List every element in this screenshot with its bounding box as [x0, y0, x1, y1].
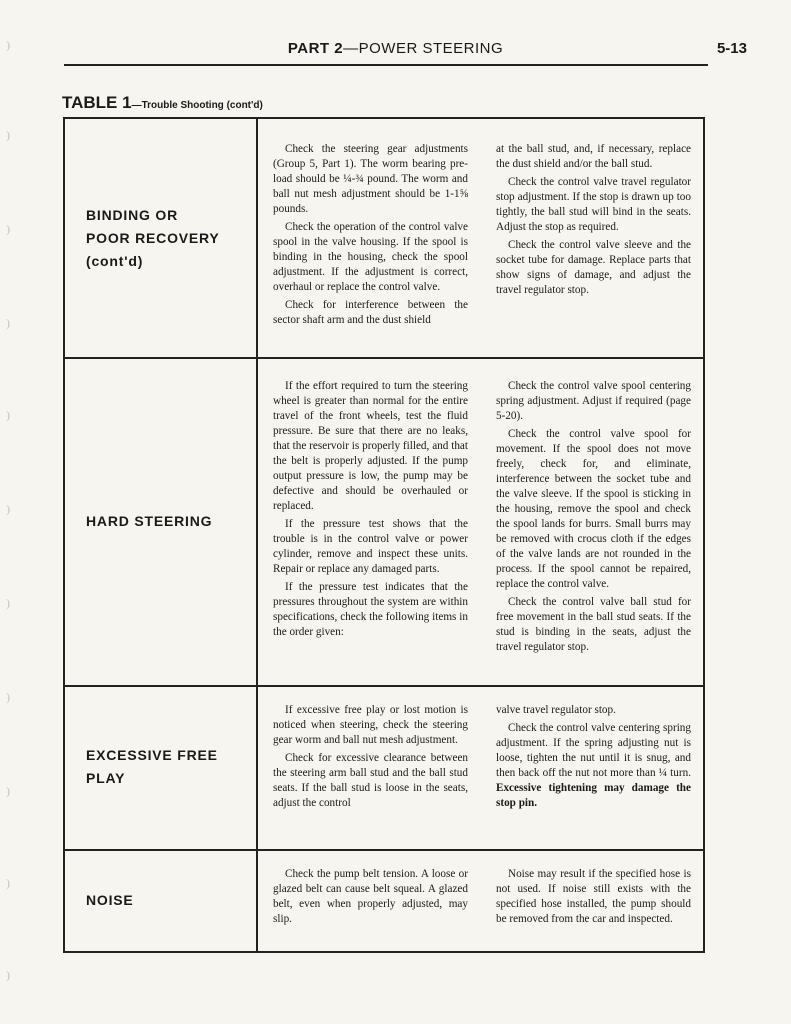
remedy-paragraph: Check the control valve sleeve and the socket tube for damage. Replace parts that show signs of damage, and adjust the travel regulator stop.: [496, 239, 691, 296]
table-row-noise: [65, 849, 703, 951]
symptom-label: HARD STEERING: [86, 512, 213, 529]
table-number: TABLE 1: [62, 93, 132, 112]
section-title: —POWER STEERING: [343, 40, 504, 57]
remedy-column-right: [496, 867, 691, 930]
table-row-binding: [65, 119, 703, 359]
symptom-label: EXCESSIVE FREE PLAY: [86, 747, 218, 786]
part-label: PART 2: [287, 40, 344, 57]
remedy-paragraph: Check the pump belt tension. A loose or glazed belt can cause belt squeal. A glazed belt, even when properly adjusted, may slip.: [273, 868, 468, 925]
remedy-paragraph: If the pressure test indicates that the pressures throughout the system are within specifications, check the following items in the order given:: [273, 581, 468, 638]
remedy-column-left: [273, 703, 468, 814]
table-row-hard-steering: [65, 357, 703, 687]
remedy-paragraph: Check for interference between the sector shaft arm and the dust shield: [273, 299, 468, 326]
remedy-paragraph: If excessive free play or lost motion is noticed when steering, check the steering gear worm and ball nut mesh adjustment.: [273, 704, 468, 746]
page-header-title: [0, 40, 791, 57]
symptom-label: BINDING OR POOR RECOVERY (cont'd): [86, 206, 220, 269]
margin-mark: ): [6, 128, 10, 142]
symptom-label: NOISE: [86, 891, 134, 908]
remedy-paragraph: Check the control valve spool centering spring adjustment. Adjust if required (page 5-20).: [496, 380, 691, 422]
remedy-column-left: [273, 867, 468, 930]
remedy-paragraph: Noise may result if the specified hose is not used. If noise still exists with the specified hose installed, the pump should be removed from the car and inspected.: [496, 868, 691, 925]
page-number: 5-13: [716, 40, 747, 57]
margin-mark: ): [6, 222, 10, 236]
margin-mark: ): [6, 316, 10, 330]
remedy-column-right: [496, 379, 691, 658]
margin-mark: ): [6, 784, 10, 798]
margin-mark: ): [6, 502, 10, 516]
remedy-column-left: [273, 142, 468, 331]
remedy-paragraph: Check the control valve spool for movement. If the spool does not move freely, check for, and eliminate, interference between the socket tube and the valve sleeve. If the spool is sticking in the housing, remove the spool and check the spool lands for burrs. Small burrs may be removed with crocus cloth if the edges of the valve lands are not rounded in the process. If the spool cannot be repaired, replace the control valve.: [496, 428, 691, 590]
symptom-cell: [65, 849, 258, 951]
remedy-paragraph: at the ball stud, and, if necessary, replace the dust shield and/or the ball stud.: [496, 143, 691, 170]
remedy-column-right: [496, 703, 691, 814]
remedy-column-left: [273, 379, 468, 643]
table-title: [62, 93, 263, 113]
remedy-text: Check the control valve centering spring adjustment. If the spring adjusting nut is loose, tighten the nut until it is snug, and then back off the nut not more than ¼ turn.: [496, 722, 691, 779]
trouble-shooting-table: [63, 117, 705, 953]
margin-mark: ): [6, 968, 10, 982]
remedy-paragraph: Check the operation of the control valve spool in the valve housing. If the spool is binding in the housing, check the spool adjustment. If the adjustment is correct, overhaul or replace the control valve.: [273, 221, 468, 293]
remedy-paragraph: [496, 721, 691, 811]
margin-mark: ): [6, 408, 10, 422]
table-row-excessive-free-play: [65, 685, 703, 851]
margin-mark: ): [6, 596, 10, 610]
warning-text: Excessive tightening may damage the stop pin.: [496, 782, 691, 809]
remedy-paragraph: Check the control valve ball stud for free movement in the ball stud seats. If the stud is binding in the seats, adjust the travel regulator stop.: [496, 596, 691, 653]
margin-mark: ): [6, 876, 10, 890]
remedy-paragraph: Check for excessive clearance between the steering arm ball stud and the ball stud seats. If the ball stud is loose in the seats, adjust the control: [273, 752, 468, 809]
remedy-paragraph: If the pressure test shows that the trouble is in the control valve or power cylinder, remove and inspect these units. Repair or replace any damaged parts.: [273, 518, 468, 575]
symptom-cell: [65, 119, 258, 357]
header-rule: [64, 64, 708, 66]
remedy-paragraph: Check the steering gear adjustments (Group 5, Part 1). The worm bearing pre-load should be ¼-¾ pound. The worm and ball nut mesh adjustment should be 1-1⅝ pounds.: [273, 143, 468, 215]
margin-mark: ): [6, 38, 10, 52]
remedy-paragraph: If the effort required to turn the steering wheel is greater than normal for the entire travel of the front wheels, test the fluid pressure. Be sure that there are no leaks, that the reservoir is properly filled, and that the belt is properly adjusted. If the pump output pressure is low, the pump may be defective and should be overhauled or replaced.: [273, 380, 468, 512]
remedy-paragraph: Check the control valve travel regulator stop adjustment. If the stop is drawn up too tightly, the ball stud will bind in the seats. Adjust the stop as required.: [496, 176, 691, 233]
remedy-paragraph: valve travel regulator stop.: [496, 704, 616, 716]
remedy-column-right: [496, 142, 691, 301]
margin-mark: ): [6, 690, 10, 704]
symptom-cell: [65, 357, 258, 685]
symptom-cell: [65, 685, 258, 849]
table-caption: —Trouble Shooting (cont'd): [131, 100, 263, 111]
